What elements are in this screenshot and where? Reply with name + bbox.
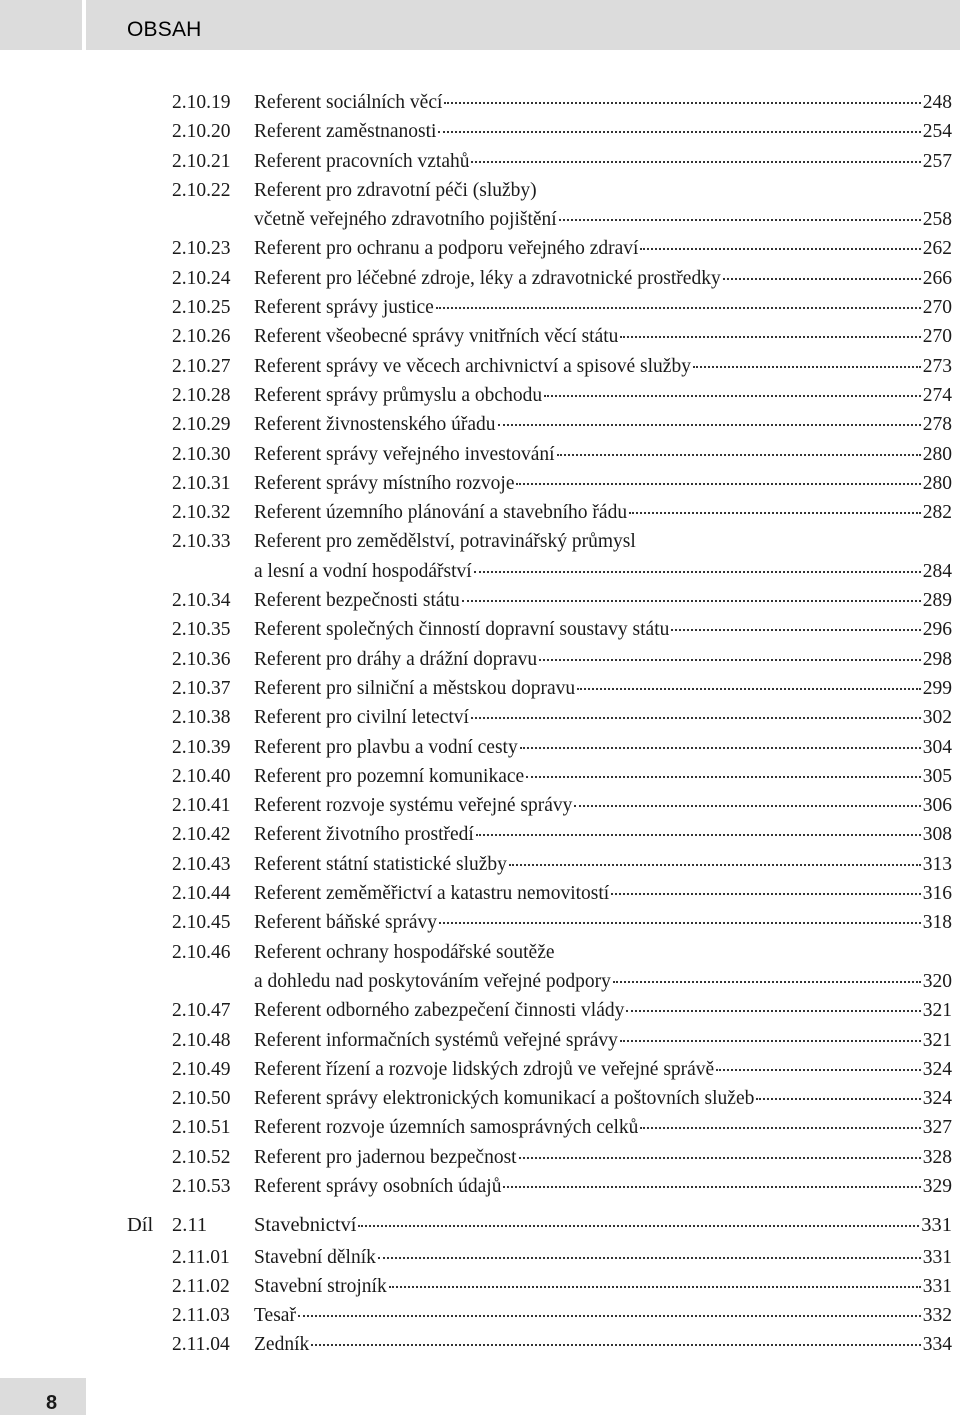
toc-entry-page: 298	[922, 648, 952, 670]
toc-entry-page: 248	[922, 92, 952, 113]
toc-entry-title: Referent zaměstnanosti	[254, 121, 437, 143]
toc-entry-title-line: Referent pro zdravotní péči (služby)	[254, 179, 537, 201]
toc-entry-title: Stavebnictví	[254, 1214, 357, 1237]
toc-entry-page: 280	[922, 443, 952, 465]
toc-entry-title: Referent všeobecné správy vnitřních věcí státu	[254, 326, 619, 348]
toc-entry-number: 2.10.28	[172, 384, 231, 406]
toc-entry-title: a dohledu nad poskytováním veřejné podpory	[254, 970, 611, 992]
toc-entry-number: 2.10.35	[172, 619, 231, 641]
toc-entry[interactable]	[0, 1330, 960, 1359]
toc-leader-dots	[462, 600, 921, 602]
toc-entry-page: 331	[922, 1246, 952, 1268]
toc-entry-number: 2.10.50	[172, 1088, 231, 1110]
toc-section-entry[interactable]	[0, 1211, 960, 1240]
toc-entry-page: 334	[922, 1334, 952, 1356]
toc-entry-page: 296	[922, 619, 952, 641]
toc-entry-number: 2.10.29	[172, 414, 231, 436]
toc-entry-number: 2.10.34	[172, 590, 231, 612]
toc-entry-title: Referent správy místního rozvoje	[254, 472, 515, 494]
toc-entry-number: 2.10.24	[172, 267, 231, 289]
toc-entry-title: Zedník	[254, 1334, 310, 1356]
toc-entry-page: 266	[922, 267, 952, 289]
toc-entry-page: 280	[922, 472, 952, 494]
toc-entry-number: 2.10.20	[172, 121, 231, 143]
toc-entry[interactable]	[0, 352, 960, 381]
toc-entry-page: 284	[922, 560, 952, 582]
toc-entry-number: 2.10.21	[172, 150, 231, 172]
toc-entry-title: Referent zeměměřictví a katastru nemovitostí	[254, 883, 610, 905]
toc-leader-dots	[756, 1098, 920, 1100]
toc-entry[interactable]	[0, 88, 960, 117]
toc-entry-number: 2.10.49	[172, 1058, 231, 1080]
toc-entry[interactable]	[0, 908, 960, 937]
toc-entry[interactable]	[0, 762, 960, 791]
toc-entry-number: 2.10.51	[172, 1117, 231, 1139]
toc-entry-title: Referent informačních systémů veřejné správy	[254, 1029, 618, 1051]
toc-leader-dots	[526, 776, 921, 778]
toc-entry-page: 274	[922, 384, 952, 406]
toc-entry-number: 2.10.41	[172, 795, 231, 817]
toc-entry-title: Referent pracovních vztahů	[254, 150, 470, 172]
toc-entry-title-line: Referent pro zemědělství, potravinářský průmysl	[254, 531, 636, 553]
toc-leader-dots	[557, 454, 921, 456]
toc-entry-number: 2.10.38	[172, 707, 231, 729]
toc-entry-title: Referent správy veřejného investování	[254, 443, 555, 465]
toc-entry-page: 254	[922, 121, 952, 143]
toc-leader-dots	[544, 395, 921, 397]
toc-entry-title: Referent správy justice	[254, 297, 434, 319]
toc-entry-number: 2.10.26	[172, 326, 231, 348]
toc-entry-number: 2.10.46	[172, 941, 231, 963]
toc-entry-page: 327	[922, 1117, 952, 1139]
toc-entry-number: 2.10.19	[172, 92, 231, 113]
toc-entry[interactable]	[0, 440, 960, 469]
toc-entry-page: 273	[922, 355, 952, 377]
toc-entry-number: 2.10.25	[172, 297, 231, 319]
toc-entry[interactable]	[0, 791, 960, 820]
toc-entry[interactable]	[0, 674, 960, 703]
toc-entry[interactable]	[0, 850, 960, 879]
footer-block	[0, 1378, 86, 1415]
toc-entry[interactable]	[0, 1243, 960, 1272]
toc-entry-title: Referent státní statistické služby	[254, 853, 507, 875]
toc-entry[interactable]	[0, 1026, 960, 1055]
toc-leader-dots	[471, 717, 921, 719]
toc-entry[interactable]	[0, 381, 960, 410]
toc-leader-dots	[436, 307, 921, 309]
toc-entry-page: 328	[922, 1146, 952, 1168]
toc-entry-page: 306	[922, 795, 952, 817]
toc-leader-dots	[640, 248, 920, 250]
toc-entry-page: 316	[922, 883, 952, 905]
toc-entry[interactable]	[0, 645, 960, 674]
toc-entry-number: 2.10.44	[172, 883, 231, 905]
toc-leader-dots	[723, 278, 921, 280]
toc-entry-title: Stavební dělník	[254, 1246, 376, 1268]
toc-leader-dots	[626, 1010, 920, 1012]
toc-leader-dots	[577, 688, 921, 690]
toc-entry[interactable]	[0, 1272, 960, 1301]
toc-entry[interactable]	[0, 176, 960, 235]
toc-leader-dots	[620, 1040, 921, 1042]
toc-entry-title: Referent sociálních věcí	[254, 92, 443, 113]
toc-entry[interactable]	[0, 1143, 960, 1172]
toc-entry-page: 305	[922, 765, 952, 787]
toc-leader-dots	[613, 981, 921, 983]
toc-entry[interactable]	[0, 820, 960, 849]
toc-entry-title: Referent pro jadernou bezpečnost	[254, 1146, 517, 1168]
toc-entry[interactable]	[0, 733, 960, 762]
toc-entry-page: 321	[922, 1000, 952, 1022]
toc-leader-dots	[539, 659, 921, 661]
toc-entry-title: Referent správy osobních údajů	[254, 1175, 502, 1197]
toc-entry-page: 320	[922, 970, 952, 992]
toc-entry[interactable]	[0, 498, 960, 527]
toc-entry-page: 313	[922, 853, 952, 875]
toc-entry-number: 2.10.33	[172, 531, 231, 553]
header-bar	[86, 0, 960, 50]
toc-leader-dots	[611, 893, 921, 895]
header-corner-block	[0, 0, 82, 50]
toc-entry[interactable]	[0, 586, 960, 615]
toc-entry[interactable]	[0, 1301, 960, 1330]
toc-leader-dots	[438, 131, 920, 133]
toc-entry-number: 2.10.40	[172, 765, 231, 787]
toc-entry-number: 2.10.48	[172, 1029, 231, 1051]
toc-entry-title: Stavební strojník	[254, 1275, 387, 1297]
toc-leader-dots	[503, 1186, 920, 1188]
toc-leader-dots	[311, 1344, 921, 1346]
toc-entry[interactable]	[0, 234, 960, 263]
toc-entry[interactable]	[0, 1084, 960, 1113]
toc-entry-number: 2.10.27	[172, 355, 231, 377]
toc-entry-page: 270	[922, 297, 952, 319]
toc-entry-title: Referent společných činností dopravní soustavy státu	[254, 619, 670, 641]
toc-leader-dots	[378, 1257, 921, 1259]
toc-entry-page: 302	[922, 707, 952, 729]
toc-entry-page: 331	[921, 1214, 952, 1237]
toc-leader-dots	[471, 161, 920, 163]
toc-entry-number: 2.10.43	[172, 853, 231, 875]
toc-entry-title-line: Referent ochrany hospodářské soutěže	[254, 941, 555, 963]
toc-entry-title: Referent pro léčebné zdroje, léky a zdravotnické prostředky	[254, 267, 721, 289]
toc-entry-page: 308	[922, 824, 952, 846]
toc-entry-title: Referent pro silniční a městskou dopravu	[254, 677, 576, 699]
toc-entry-number: 2.10.22	[172, 179, 231, 201]
toc-entry[interactable]	[0, 527, 960, 586]
toc-entry-title: Referent báňské správy	[254, 912, 438, 934]
toc-entry-number: 2.11.04	[172, 1334, 230, 1356]
toc-entry-number: 2.10.31	[172, 472, 231, 494]
toc-leader-dots	[439, 922, 921, 924]
toc-leader-dots	[389, 1286, 921, 1288]
toc-entry-title: Referent pro dráhy a drážní dopravu	[254, 648, 538, 670]
toc-part-label: Díl	[127, 1214, 154, 1237]
toc-leader-dots	[509, 864, 921, 866]
toc-entry-title: Referent pro ochranu a podporu veřejného zdraví	[254, 238, 639, 260]
toc-entry-number: 2.10.53	[172, 1175, 231, 1197]
toc-leader-dots	[358, 1225, 919, 1227]
toc-entry-page: 321	[922, 1029, 952, 1051]
toc-entry[interactable]	[0, 410, 960, 439]
toc-entry-page: 304	[922, 736, 952, 758]
toc-entry-title: Referent správy elektronických komunikací a poštovních služeb	[254, 1088, 755, 1110]
toc-entry-page: 289	[922, 590, 952, 612]
toc-entry-title: včetně veřejného zdravotního pojištění	[254, 209, 557, 231]
table-of-contents	[0, 88, 960, 1360]
toc-entry-title: Referent řízení a rozvoje lidských zdrojů ve veřejné správě	[254, 1058, 715, 1080]
toc-leader-dots	[444, 102, 920, 104]
toc-entry-title: Referent správy průmyslu a obchodu	[254, 384, 543, 406]
toc-entry-title: Referent správy ve věcech archivnictví a spisové služby	[254, 355, 691, 377]
toc-entry-page: 278	[922, 414, 952, 436]
toc-leader-dots	[620, 336, 920, 338]
toc-entry[interactable]	[0, 938, 960, 997]
toc-entry[interactable]	[0, 1113, 960, 1142]
toc-leader-dots	[716, 1069, 921, 1071]
toc-entry-page: 329	[922, 1175, 952, 1197]
toc-leader-dots	[559, 219, 921, 221]
toc-entry-title: Referent životního prostředí	[254, 824, 474, 846]
toc-entry-number: 2.10.42	[172, 824, 231, 846]
toc-entry-title: Referent pro pozemní komunikace	[254, 765, 525, 787]
toc-entry-number: 2.11.03	[172, 1305, 230, 1327]
toc-entry-number: 2.11	[172, 1214, 208, 1237]
toc-entry-number: 2.11.02	[172, 1275, 230, 1297]
toc-entry[interactable]	[0, 615, 960, 644]
toc-leader-dots	[476, 834, 921, 836]
toc-entry[interactable]	[0, 996, 960, 1025]
toc-entry-page: 258	[922, 209, 952, 231]
toc-leader-dots	[574, 805, 920, 807]
toc-leader-dots	[474, 571, 921, 573]
toc-entry[interactable]	[0, 293, 960, 322]
toc-entry-number: 2.11.01	[172, 1246, 230, 1268]
toc-entry-page: 318	[922, 912, 952, 934]
toc-entry-page: 332	[922, 1305, 952, 1327]
toc-entry-title: Tesař	[254, 1305, 296, 1327]
toc-entry-title: Referent územního plánování a stavebního řádu	[254, 502, 628, 524]
toc-entry-title: a lesní a vodní hospodářství	[254, 560, 472, 582]
toc-leader-dots	[298, 1315, 921, 1317]
toc-entry-number: 2.10.23	[172, 238, 231, 260]
page-title: OBSAH	[127, 18, 202, 41]
toc-entry-title: Referent pro civilní letectví	[254, 707, 469, 729]
toc-leader-dots	[519, 1157, 921, 1159]
toc-leader-dots	[520, 747, 921, 749]
toc-entry-page: 324	[922, 1088, 952, 1110]
toc-entry-number: 2.10.30	[172, 443, 231, 465]
toc-entry[interactable]	[0, 117, 960, 146]
toc-entry-number: 2.10.45	[172, 912, 231, 934]
toc-entry-title: Referent rozvoje územních samosprávných celků	[254, 1117, 639, 1139]
toc-leader-dots	[629, 512, 921, 514]
toc-entry-page: 257	[922, 150, 952, 172]
toc-entry-number: 2.10.39	[172, 736, 231, 758]
toc-entry-number: 2.10.32	[172, 502, 231, 524]
toc-entry[interactable]	[0, 264, 960, 293]
toc-entry[interactable]	[0, 703, 960, 732]
toc-entry[interactable]	[0, 469, 960, 498]
toc-entry[interactable]	[0, 147, 960, 176]
toc-entry-page: 270	[922, 326, 952, 348]
toc-entry-title: Referent pro plavbu a vodní cesty	[254, 736, 518, 758]
toc-leader-dots	[516, 483, 920, 485]
toc-entry-title: Referent odborného zabezpečení činnosti vlády	[254, 1000, 625, 1022]
toc-entry-title: Referent rozvoje systému veřejné správy	[254, 795, 573, 817]
toc-leader-dots	[498, 424, 921, 426]
toc-entry-number: 2.10.52	[172, 1146, 231, 1168]
page-number: 8	[46, 1392, 58, 1414]
toc-entry[interactable]	[0, 1172, 960, 1201]
toc-entry-page: 282	[922, 502, 952, 524]
toc-entry-number: 2.10.47	[172, 1000, 231, 1022]
toc-entry-page: 324	[922, 1058, 952, 1080]
toc-leader-dots	[640, 1127, 920, 1129]
toc-entry-title: Referent bezpečnosti státu	[254, 590, 460, 612]
toc-entry[interactable]	[0, 322, 960, 351]
toc-entry-page: 262	[922, 238, 952, 260]
toc-entry[interactable]	[0, 879, 960, 908]
toc-entry-page: 331	[922, 1275, 952, 1297]
toc-entry[interactable]	[0, 1055, 960, 1084]
toc-entry-number: 2.10.36	[172, 648, 231, 670]
toc-entry-number: 2.10.37	[172, 677, 231, 699]
toc-leader-dots	[693, 366, 921, 368]
toc-entry-page: 299	[922, 677, 952, 699]
toc-entry-title: Referent živnostenského úřadu	[254, 414, 496, 436]
toc-leader-dots	[671, 629, 920, 631]
